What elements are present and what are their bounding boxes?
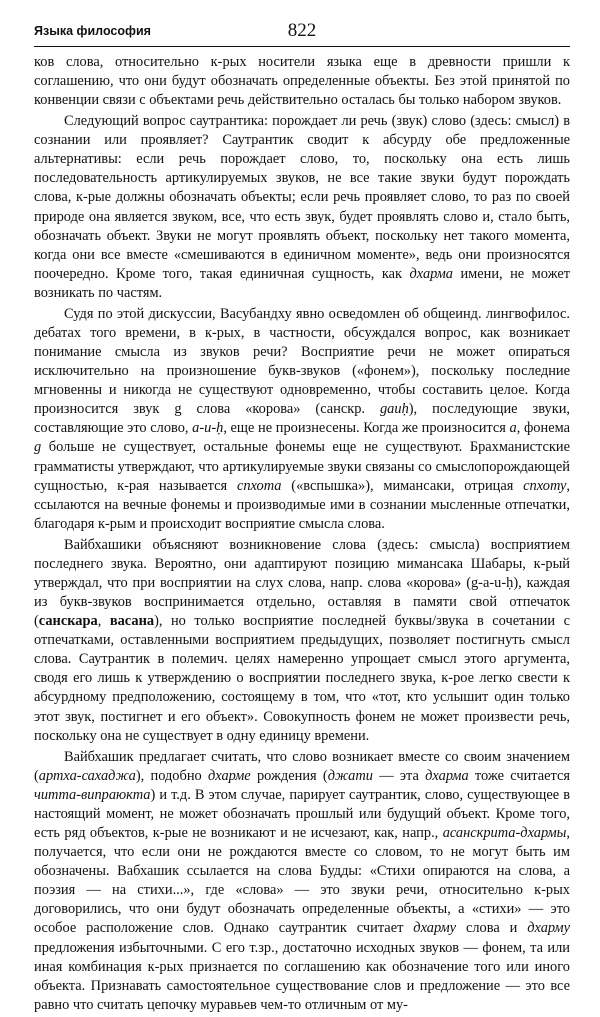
text-run: ), подобно	[135, 767, 208, 784]
text-run: ), последующие звуки, составляющие это слово,	[34, 401, 570, 437]
text-run: ,	[97, 613, 110, 630]
italic-term: спхота	[236, 477, 282, 494]
article-body	[34, 53, 570, 1017]
italic-term: джати	[327, 767, 373, 784]
text-run: имени, не может возникать по частям.	[34, 265, 571, 301]
text-run: предложения избыточными. С его т.зр., достаточно исходных звуков — фонем, та или иная комбинация к-рых признается по соглашению как обозначение того или иного объекта. Признавать самостоятельное существование слов и предложение — это все равно что считать цепочку муравьев чем-то отличным от му-	[34, 939, 570, 1013]
text-run: — эта	[372, 767, 426, 784]
italic-term: g	[34, 439, 42, 456]
text-run: Вайбхашики объясняют возникновение слова (здесь: смысла) восприятием последнего звука. Вероятно, они адаптируют позицию мимансака Шабары, к-рый утверждал, что при восприятии на слух слова, напр. слова «корова» (g-a-u-ḥ), каждая из букв-звуков воспринимается отдельно, оставляя в памяти свой отпечаток (	[34, 536, 570, 630]
text-run: больше не существует, остальные фонемы еще не существуют. Брахманистские грамматисты утверждают, что артикулируемые звуки связаны со смыслопорождающей сущностью, к-рая называется	[34, 439, 570, 494]
text-run: («вспышка»), мимансаки, отрицая	[281, 477, 524, 494]
paragraph	[34, 536, 570, 746]
italic-term: дхарме	[207, 767, 251, 784]
italic-term: читта-випраюкта	[34, 786, 151, 803]
page-header	[34, 20, 570, 44]
text-run: , получается, что если они не рождаются вместе со словом, то не могут быть им обозначены. Вабхашик ссылается на слова Будды: «Стихи опираются на слова, а поэзия — на стихи...», где «слова» — это звуки речи, относительно к-рых договорились, что они будут обозначать определенные объекты, а «стихи» — это особое расположение слов. Однако саутрантик считает	[34, 824, 570, 937]
italic-term: gauḥ	[379, 401, 409, 418]
text-run: тоже считается	[468, 767, 570, 784]
paragraph	[34, 53, 570, 110]
italic-term: дхарма	[409, 265, 453, 282]
italic-term: асанскрита-дхармы	[442, 824, 567, 841]
header-rule	[34, 46, 570, 47]
italic-term: дхарму	[413, 920, 457, 937]
running-title: Языка философия	[34, 24, 151, 38]
italic-term: а-u-ḥ	[192, 420, 224, 437]
text-run: ), но только восприятие последней буквы/звука в сочетании с отпечатками, оставленными восприятием предыдущих, позволяет постигнуть смысл слова. Саутрантик в полемич. целях намеренно упрощает смысл этого аргумента, сводя его лишь к утверждению о восприятии последнего звука, к-рое легко свести к абсурдному предположению, состоящему в том, что «тот, кто услышит один только этот звук, постигнет и его объект». Совокупность фонем не может произвести речь, поскольку она не существует в одну единицу времени.	[34, 613, 570, 744]
italic-term: а	[509, 420, 517, 437]
paragraph	[34, 748, 570, 1015]
text-run: Следующий вопрос саутрантика: порождает ли речь (звук) слово (здесь: смысл) в сознании или проявляет? Саутрантик сводит к абсурду обе предложенные альтернативы: если речь порождает слово, то, поскольку она есть лишь последовательность артикулируемых звуков, не все такие звуки будут порождать слова, к-рые должны обозначать объекты; если речь проявляет слово, то раз по своей природе она является звуком, все, что есть звук, будет проявлять слово и, стало быть, обозначать объект. Звуки не могут проявлять объект, поскольку нет такого момента, когда они все вместе «смешиваются в единичном моменте», ведь они произносятся поочередно. Кроме того, такая единичная сущность, как	[34, 113, 570, 282]
italic-term: артха-сахаджа	[38, 767, 136, 784]
bold-term: васана	[109, 613, 155, 630]
text-run: Вайбхашик предлагает считать, что слово возникает вместе со своим значением (	[34, 748, 570, 784]
text-run: рождения (	[250, 767, 328, 784]
italic-term: дхарма	[425, 767, 469, 784]
text-run: ков слова, относительно к-рых носители языка еще в древности пришли к соглашению, что они будут обозначать определенные объекты. Без этой принятой по конвенции связи с объектами речь действительно осталась бы только набором звуков.	[34, 54, 570, 109]
text-run: Судя по этой дискуссии, Васубандху явно осведомлен об общеинд. лингвофилос. дебатах того времени, в к-рых, в частности, обсуждался вопрос, как возникает понимание смысла из звуков речи? Восприятие речи не может опираться исключительно на произношение букв-звуков («фонем»), поскольку последние мгновенны и никогда не существуют одновременно, чтобы составить целое. Когда произносится звук g слова «корова» (санскр.	[34, 305, 570, 418]
italic-term: спхоту	[523, 477, 567, 494]
bold-term: санскара	[38, 613, 98, 630]
paragraph	[34, 112, 570, 303]
text-run: , еще не произнесены. Когда же произносится	[223, 420, 510, 437]
page-number: 822	[287, 20, 317, 41]
text-run: ) и т.д. В этом случае, парирует саутрантик, слово, существующее в настоящий момент, не может обозначать прошлый или будущий объект. Кроме того, есть ряд объектов, к-рые не возникают и не исчезают, как, напр.,	[34, 786, 570, 841]
italic-term: дхарму	[527, 920, 570, 937]
text-run: , фонема	[516, 420, 570, 437]
paragraph	[34, 305, 570, 534]
text-run: слова и	[456, 920, 528, 937]
text-run: , ссылаются на вечные фонемы и производимые ими в сознании мысленные отпечатки, благодаря к-рым и происходит восприятие смысла слова.	[34, 477, 570, 532]
